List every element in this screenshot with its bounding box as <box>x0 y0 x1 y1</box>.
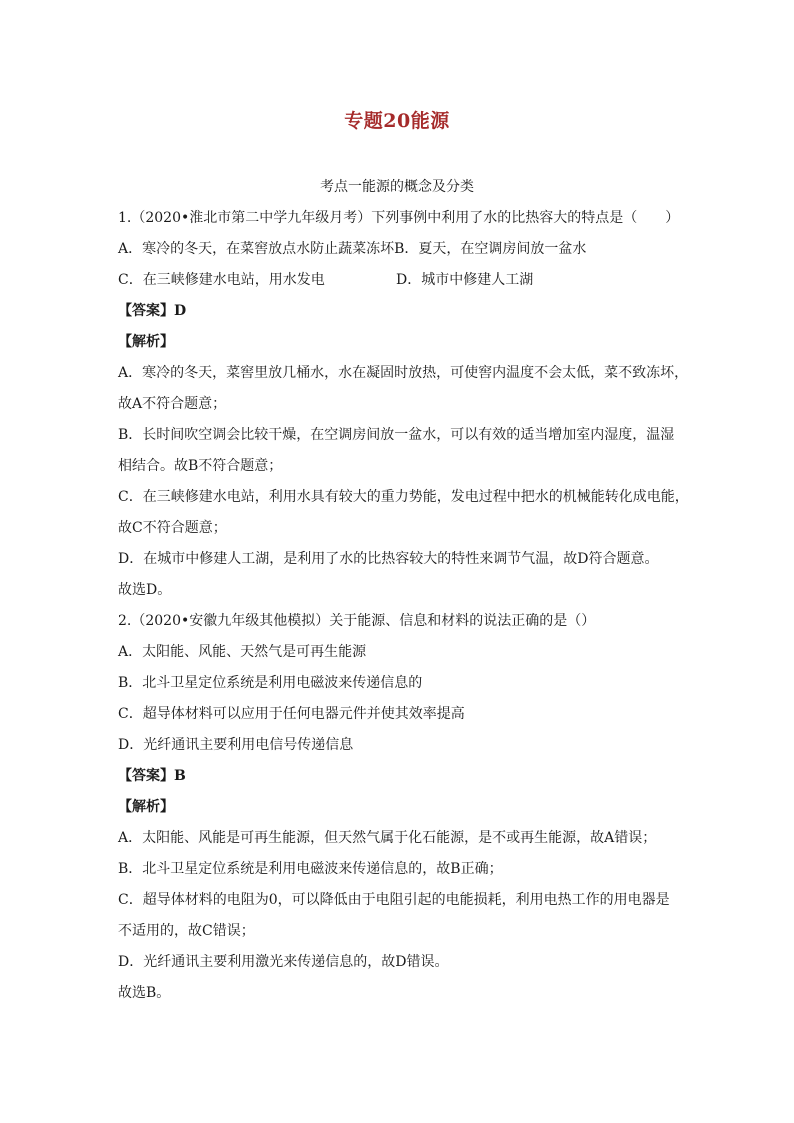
question-1-analysis-line: C．在三峡修建水电站，利用水具有较大的重力势能，发电过程中把水的机械能转化成电能， <box>118 489 689 505</box>
question-2-analysis-line: D．光纤通讯主要利用激光来传递信息的，故D错误。 <box>118 954 449 970</box>
question-1-options-cd <box>118 265 678 296</box>
question-2-option-c: C．超导体材料可以应用于任何电器元件并使其效率提高 <box>118 706 465 722</box>
question-1-analysis-line: B．长时间吹空调会比较干燥，在空调房间放一盆水，可以有效的适当增加室内湿度，温湿 <box>118 427 675 443</box>
question-1-conclusion: 故选D。 <box>118 582 172 598</box>
question-1-analysis-line: 相结合。故B不符合题意； <box>118 458 283 474</box>
question-1-analysis-line: 故A不符合题意； <box>118 396 227 412</box>
question-2-option-b: B．北斗卫星定位系统是利用电磁波来传递信息的 <box>118 675 423 691</box>
question-1-stem: 1.（2020•淮北市第二中学九年级月考）下列事例中利用了水的比热容大的特点是（ ） <box>118 210 680 226</box>
question-2-stem: 2.（2020•安徽九年级其他模拟）关于能源、信息和材料的说法正确的是（） <box>118 613 596 629</box>
question-1-analysis-line: D．在城市中修建人工湖，是利用了水的比热容较大的特性来调节气温，故D符合题意。 <box>118 551 659 567</box>
question-2-analysis-line: A．太阳能、风能是可再生能源，但天然气属于化石能源，是不或再生能源，故A错误； <box>118 830 657 846</box>
question-2-answer: 【答案】B <box>118 768 186 784</box>
question-2-option-a: A．太阳能、风能、天然气是可再生能源 <box>118 644 367 660</box>
question-1-analysis-heading: 【解析】 <box>118 334 174 350</box>
document-content <box>118 203 689 1009</box>
question-2-conclusion: 故选B。 <box>118 985 171 1001</box>
question-1-option-c: C．在三峡修建水电站，用水发电 <box>118 272 325 288</box>
section-heading: 考点一能源的概念及分类 <box>320 179 474 195</box>
question-1-option-a: A．寒冷的冬天，在菜窖放点水防止蔬菜冻坏 <box>118 241 395 257</box>
question-2-analysis-heading: 【解析】 <box>118 799 174 815</box>
question-1-option-b: B．夏天，在空调房间放一盆水 <box>394 241 587 257</box>
question-2-analysis-line: 不适用的，故C错误； <box>118 923 255 939</box>
question-2-analysis-line: C．超导体材料的电阻为0，可以降低由于电阻引起的电能损耗，利用电热工作的用电器是 <box>118 892 670 908</box>
question-1-option-d: D．城市中修建人工湖 <box>396 272 534 288</box>
question-1-options-ab <box>118 234 678 265</box>
question-2-analysis-line: B．北斗卫星定位系统是利用电磁波来传递信息的，故B正确； <box>118 861 503 877</box>
page-title: 专题20能源 <box>344 110 450 132</box>
question-1-analysis-line: 故C不符合题意； <box>118 520 227 536</box>
question-1-answer: 【答案】D <box>118 303 187 319</box>
question-1-analysis-line: A．寒冷的冬天，菜窖里放几桶水，水在凝固时放热，可使窖内温度不会太低，菜不致冻坏， <box>118 365 689 381</box>
question-2-option-d: D．光纤通讯主要利用电信号传递信息 <box>118 737 354 753</box>
